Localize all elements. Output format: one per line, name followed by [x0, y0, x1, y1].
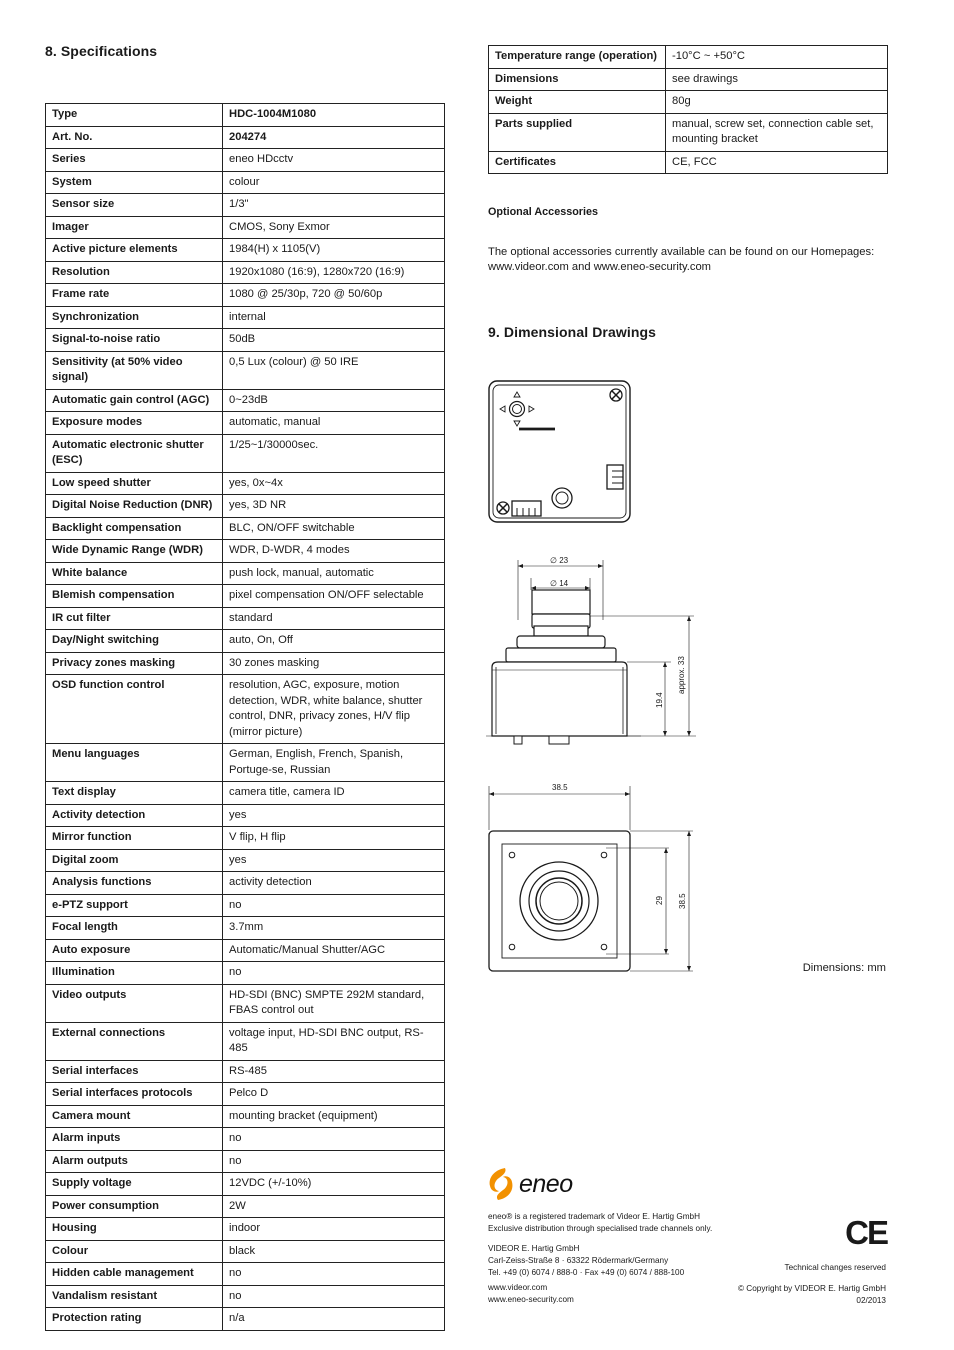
spec-value: 0~23dB	[223, 389, 445, 412]
spec-key: Housing	[46, 1218, 223, 1241]
spec-key: Text display	[46, 782, 223, 805]
company-address	[488, 1243, 684, 1280]
diameter-14-label: ∅ 14	[550, 579, 569, 588]
spec-key: Certificates	[489, 151, 666, 174]
spec-value: 3.7mm	[223, 917, 445, 940]
spec-value: yes	[223, 849, 445, 872]
spec-row	[46, 1173, 445, 1196]
spec-value: WDR, D-WDR, 4 modes	[223, 540, 445, 563]
spec-row	[46, 585, 445, 608]
spec-row	[46, 675, 445, 744]
company-websites	[488, 1282, 574, 1306]
section-9-title: 9. Dimensional Drawings	[488, 324, 657, 340]
spec-key: Alarm inputs	[46, 1128, 223, 1151]
spec-value: RS-485	[223, 1060, 445, 1083]
spec-key: Series	[46, 149, 223, 172]
spec-row	[46, 194, 445, 217]
spec-value: push lock, manual, automatic	[223, 562, 445, 585]
spec-row	[46, 849, 445, 872]
spec-value: pixel compensation ON/OFF selectable	[223, 585, 445, 608]
spec-row	[46, 104, 445, 127]
spec-key: Digital zoom	[46, 849, 223, 872]
trademark-line-2: Exclusive distribution through specialised trade channels only.	[488, 1224, 713, 1234]
spec-value: internal	[223, 306, 445, 329]
website-videor-link[interactable]: www.videor.com	[488, 1283, 548, 1292]
spec-key: Video outputs	[46, 984, 223, 1022]
spec-key: Supply voltage	[46, 1173, 223, 1196]
spec-key: Type	[46, 104, 223, 127]
spec-row	[489, 68, 888, 91]
spec-key: Activity detection	[46, 804, 223, 827]
spec-value: yes, 0x~4x	[223, 472, 445, 495]
spec-value: camera title, camera ID	[223, 782, 445, 805]
spec-value: auto, On, Off	[223, 630, 445, 653]
spec-value: no	[223, 894, 445, 917]
spec-value: no	[223, 1150, 445, 1173]
spec-row	[46, 434, 445, 472]
spec-row	[46, 1150, 445, 1173]
spec-value: n/a	[223, 1308, 445, 1331]
spec-key: Temperature range (operation)	[489, 46, 666, 69]
spec-value: no	[223, 1128, 445, 1151]
spec-value: 1920x1080 (16:9), 1280x720 (16:9)	[223, 261, 445, 284]
spec-row	[46, 171, 445, 194]
spec-value: no	[223, 1263, 445, 1286]
copyright-block	[738, 1283, 886, 1307]
spec-value: 1/25~1/30000sec.	[223, 434, 445, 472]
spec-key: System	[46, 171, 223, 194]
specifications-table-continued-body	[489, 46, 888, 174]
spec-value: 1984(H) x 1105(V)	[223, 239, 445, 262]
spec-value: BLC, ON/OFF switchable	[223, 517, 445, 540]
width-38-5-label: 38.5	[552, 783, 568, 792]
spec-value: yes, 3D NR	[223, 495, 445, 518]
spec-row	[46, 962, 445, 985]
spec-row	[46, 261, 445, 284]
spec-key: White balance	[46, 562, 223, 585]
spec-row	[46, 351, 445, 389]
dimensions-unit-note: Dimensions: mm	[802, 962, 886, 974]
spec-row	[46, 126, 445, 149]
specifications-table-body	[46, 104, 445, 1331]
spec-key: Active picture elements	[46, 239, 223, 262]
spec-value: indoor	[223, 1218, 445, 1241]
bottom-connector-icon	[512, 501, 541, 516]
height-29-label: 29	[655, 896, 664, 905]
spec-key: Auto exposure	[46, 939, 223, 962]
optional-accessories-line-2: www.videor.com and www.eneo-security.com	[488, 261, 712, 273]
spec-value: 204274	[223, 126, 445, 149]
spec-row	[46, 872, 445, 895]
side-view-drawing	[486, 550, 696, 750]
spec-value: V flip, H flip	[223, 827, 445, 850]
front-view-drawing	[486, 778, 696, 976]
spec-value: no	[223, 1285, 445, 1308]
spec-row	[46, 1218, 445, 1241]
spec-value: see drawings	[666, 68, 888, 91]
height-38-5-label: 38.5	[678, 893, 687, 909]
spec-key: IR cut filter	[46, 607, 223, 630]
spec-key: Camera mount	[46, 1105, 223, 1128]
trademark-line-1: eneo® is a registered trademark of Videor E. Hartig GmbH	[488, 1212, 701, 1221]
copyright-line: © Copyright by VIDEOR E. Hartig GmbH	[738, 1284, 886, 1293]
spec-row	[46, 894, 445, 917]
spec-value: black	[223, 1240, 445, 1263]
spec-value: 2W	[223, 1195, 445, 1218]
spec-key: Serial interfaces	[46, 1060, 223, 1083]
spec-value: eneo HDcctv	[223, 149, 445, 172]
spec-value: manual, screw set, connection cable set, mounting bracket	[666, 113, 888, 151]
spec-value: resolution, AGC, exposure, motion detection, WDR, white balance, shutter control, DNR, privacy zones, H/V flip (mirror picture)	[223, 675, 445, 744]
spec-row	[46, 1083, 445, 1106]
spec-key: Colour	[46, 1240, 223, 1263]
spec-key: Mirror function	[46, 827, 223, 850]
spec-row	[46, 1195, 445, 1218]
spec-row	[46, 917, 445, 940]
spec-key: Signal-to-noise ratio	[46, 329, 223, 352]
spec-row	[46, 1240, 445, 1263]
spec-row	[46, 984, 445, 1022]
spec-value: voltage input, HD-SDI BNC output, RS-485	[223, 1022, 445, 1060]
spec-key: Sensor size	[46, 194, 223, 217]
spec-key: Parts supplied	[489, 113, 666, 151]
spec-value: 30 zones masking	[223, 652, 445, 675]
document-date: 02/2013	[856, 1296, 886, 1306]
spec-value: Pelco D	[223, 1083, 445, 1106]
side-connector-icon	[607, 465, 623, 489]
eneo-logo-mark-icon	[486, 1166, 516, 1202]
spec-value: automatic, manual	[223, 412, 445, 435]
spec-value: no	[223, 962, 445, 985]
height-19-4-label: 19.4	[655, 692, 664, 708]
spec-value: HDC-1004M1080	[223, 104, 445, 127]
spec-row	[46, 827, 445, 850]
spec-key: Privacy zones masking	[46, 652, 223, 675]
spec-row	[46, 1308, 445, 1331]
spec-row	[46, 329, 445, 352]
spec-key: Digital Noise Reduction (DNR)	[46, 495, 223, 518]
spec-row	[46, 1128, 445, 1151]
spec-row	[46, 517, 445, 540]
spec-key: OSD function control	[46, 675, 223, 744]
spec-value: 0,5 Lux (colour) @ 50 IRE	[223, 351, 445, 389]
spec-value: 12VDC (+/-10%)	[223, 1173, 445, 1196]
spec-key: Menu languages	[46, 744, 223, 782]
spec-value: 1080 @ 25/30p, 720 @ 50/60p	[223, 284, 445, 307]
diameter-23-label: ∅ 23	[550, 556, 569, 565]
spec-row	[489, 46, 888, 69]
spec-row	[46, 412, 445, 435]
technical-changes-note: Technical changes reserved	[784, 1263, 886, 1272]
spec-row	[489, 113, 888, 151]
spec-row	[46, 1105, 445, 1128]
spec-row	[46, 389, 445, 412]
spec-key: Analysis functions	[46, 872, 223, 895]
spec-key: Wide Dynamic Range (WDR)	[46, 540, 223, 563]
spec-key: Exposure modes	[46, 412, 223, 435]
company-name: VIDEOR E. Hartig GmbH	[488, 1244, 580, 1253]
trademark-notice	[488, 1211, 712, 1235]
spec-key: Weight	[489, 91, 666, 114]
spec-value: CMOS, Sony Exmor	[223, 216, 445, 239]
spec-key: Day/Night switching	[46, 630, 223, 653]
spec-row	[46, 1263, 445, 1286]
optional-accessories-text	[488, 245, 908, 275]
spec-value: Automatic/Manual Shutter/AGC	[223, 939, 445, 962]
spec-key: Art. No.	[46, 126, 223, 149]
spec-row	[46, 1060, 445, 1083]
spec-value: 80g	[666, 91, 888, 114]
spec-key: Alarm outputs	[46, 1150, 223, 1173]
spec-key: Focal length	[46, 917, 223, 940]
eneo-logo	[486, 1166, 573, 1202]
spec-row	[46, 562, 445, 585]
spec-value: 1/3"	[223, 194, 445, 217]
company-street: Carl-Zeiss-Straße 8 · 63322 Rödermark/Germany	[488, 1256, 669, 1266]
spec-row	[46, 939, 445, 962]
spec-row	[46, 630, 445, 653]
spec-key: Sensitivity (at 50% video signal)	[46, 351, 223, 389]
rear-view-drawing	[486, 378, 634, 526]
optional-accessories-line-1: The optional accessories currently available can be found on our Homepages:	[488, 246, 875, 258]
spec-value: 50dB	[223, 329, 445, 352]
spec-key: External connections	[46, 1022, 223, 1060]
specifications-table-continued	[488, 45, 888, 174]
spec-row	[46, 804, 445, 827]
spec-key: Illumination	[46, 962, 223, 985]
spec-row	[46, 239, 445, 262]
specifications-table	[45, 103, 445, 1331]
spec-row	[46, 782, 445, 805]
spec-key: Dimensions	[489, 68, 666, 91]
spec-row	[46, 216, 445, 239]
spec-value: -10°C ~ +50°C	[666, 46, 888, 69]
spec-value: CE, FCC	[666, 151, 888, 174]
eneo-logo-text: eneo	[519, 1169, 573, 1198]
spec-key: Frame rate	[46, 284, 223, 307]
spec-value: colour	[223, 171, 445, 194]
spec-key: Imager	[46, 216, 223, 239]
spec-key: Hidden cable management	[46, 1263, 223, 1286]
spec-key: Backlight compensation	[46, 517, 223, 540]
spec-key: Low speed shutter	[46, 472, 223, 495]
spec-row	[46, 149, 445, 172]
spec-row	[489, 151, 888, 174]
spec-row	[46, 744, 445, 782]
spec-key: Serial interfaces protocols	[46, 1083, 223, 1106]
spec-row	[46, 284, 445, 307]
spec-value: German, English, French, Spanish, Portuge-se, Russian	[223, 744, 445, 782]
spec-key: Blemish compensation	[46, 585, 223, 608]
spec-row	[46, 607, 445, 630]
spec-value: HD-SDI (BNC) SMPTE 292M standard, FBAS control out	[223, 984, 445, 1022]
spec-key: e-PTZ support	[46, 894, 223, 917]
spec-key: Synchronization	[46, 306, 223, 329]
spec-key: Automatic gain control (AGC)	[46, 389, 223, 412]
company-phone: Tel. +49 (0) 6074 / 888-0 · Fax +49 (0) 6074 / 888-100	[488, 1268, 685, 1278]
spec-row	[489, 91, 888, 114]
spec-row	[46, 495, 445, 518]
spec-value: mounting bracket (equipment)	[223, 1105, 445, 1128]
spec-key: Resolution	[46, 261, 223, 284]
spec-key: Power consumption	[46, 1195, 223, 1218]
section-8-title: 8. Specifications	[45, 43, 158, 59]
spec-key: Vandalism resistant	[46, 1285, 223, 1308]
website-eneo-link[interactable]: www.eneo-security.com	[488, 1295, 574, 1305]
height-approx-33-label: approx. 33	[677, 656, 686, 694]
spec-key: Protection rating	[46, 1308, 223, 1331]
spec-value: yes	[223, 804, 445, 827]
spec-row	[46, 472, 445, 495]
spec-row	[46, 1285, 445, 1308]
spec-value: activity detection	[223, 872, 445, 895]
spec-row	[46, 652, 445, 675]
ce-mark-icon: CE	[845, 1214, 887, 1251]
spec-row	[46, 540, 445, 563]
spec-value: standard	[223, 607, 445, 630]
spec-row	[46, 1022, 445, 1060]
spec-row	[46, 306, 445, 329]
spec-key: Automatic electronic shutter (ESC)	[46, 434, 223, 472]
optional-accessories-title: Optional Accessories	[488, 206, 599, 218]
